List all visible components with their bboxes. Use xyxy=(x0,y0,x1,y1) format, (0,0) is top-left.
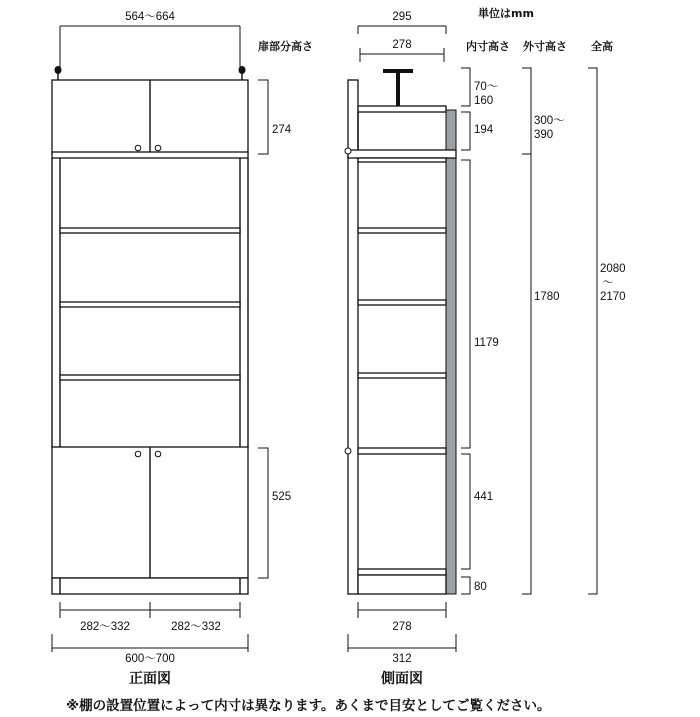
dim-bracket-outer-upper xyxy=(522,68,531,154)
lower-door-height-label: 525 xyxy=(272,491,292,503)
dim-bracket-ceiling-gap xyxy=(461,68,470,106)
total-height-label-2: 〜 xyxy=(602,277,614,289)
front-top-width-label: 564〜664 xyxy=(125,11,175,23)
side-total-depth-label: 312 xyxy=(392,653,412,665)
door-knob-icon xyxy=(135,451,141,457)
header-outer-height: 外寸高さ xyxy=(523,40,567,53)
side-view-caption: 側面図 xyxy=(381,671,423,687)
side-shelf xyxy=(358,228,446,233)
dim-bracket-plinth xyxy=(461,577,470,594)
side-top-inner-depth-label: 278 xyxy=(392,39,412,51)
side-back-panel xyxy=(446,110,456,594)
middle-inner-label: 1179 xyxy=(474,337,499,349)
door-width-left-label: 282〜332 xyxy=(80,621,130,633)
front-shelf xyxy=(60,302,240,307)
side-top-outer-depth-label: 295 xyxy=(392,11,412,23)
side-shelf xyxy=(358,300,446,305)
footnote: ※棚の設置位置によって内寸は異なります。あくまで目安としてご覧ください。 xyxy=(66,698,551,714)
total-height-dimension xyxy=(588,68,626,594)
units-label: 単位はmm xyxy=(478,7,534,20)
door-knob-icon xyxy=(155,451,161,457)
front-shelf xyxy=(60,228,240,233)
dim-bracket-outer-lower xyxy=(522,154,531,594)
side-view xyxy=(345,11,456,687)
lower-inner-label: 441 xyxy=(474,491,494,503)
upper-inner-label: 194 xyxy=(474,124,494,136)
front-plinth xyxy=(52,578,248,594)
plinth-label: 80 xyxy=(474,581,487,593)
ceiling-adjuster-left-icon xyxy=(55,66,62,80)
door-knob-icon xyxy=(135,145,141,151)
dim-bracket-upper-inner xyxy=(461,112,470,150)
dim-bracket-middle-inner xyxy=(461,160,470,448)
outer-height-dimensions xyxy=(522,68,565,594)
dim-bracket-lower-inner xyxy=(461,454,470,569)
front-shelf xyxy=(60,375,240,380)
front-view-caption: 正面図 xyxy=(129,671,171,687)
header-total-height: 全高 xyxy=(591,40,613,53)
inner-height-dimensions xyxy=(461,68,499,594)
side-shelf xyxy=(358,373,446,378)
outer-upper-label-1: 300〜 xyxy=(534,115,565,127)
side-top-board xyxy=(358,106,446,112)
side-divider-board xyxy=(348,150,456,158)
front-total-width-label: 600〜700 xyxy=(125,653,175,665)
side-inner-board xyxy=(358,158,446,162)
ceiling-adjuster-right-icon xyxy=(239,66,246,80)
hinge-icon xyxy=(345,148,351,154)
door-knob-icon xyxy=(155,145,161,151)
header-inner-height: 内寸高さ xyxy=(466,40,510,53)
upper-door-height-label: 274 xyxy=(272,124,292,136)
front-view xyxy=(52,11,292,687)
ceiling-gap-label-1: 70〜 xyxy=(474,81,499,93)
header-door-height: 扉部分高さ xyxy=(258,40,313,53)
outer-upper-label-2: 390 xyxy=(534,129,554,141)
ceiling-support-icon xyxy=(383,69,413,106)
dim-bracket-upper-door xyxy=(258,80,268,154)
ceiling-gap-label-2: 160 xyxy=(474,95,494,107)
total-height-label-3: 2170 xyxy=(600,291,626,303)
side-lower-top-board xyxy=(358,448,446,454)
outer-lower-label: 1780 xyxy=(534,291,560,303)
side-bottom-board xyxy=(358,569,446,575)
side-plinth xyxy=(358,575,446,594)
door-width-right-label: 282〜332 xyxy=(171,621,221,633)
side-bottom-inner-depth-label: 278 xyxy=(392,621,412,633)
front-divider-board xyxy=(52,152,248,158)
dim-bracket-lower-door xyxy=(258,448,268,578)
hinge-icon xyxy=(345,448,351,454)
dim-bracket-total-height xyxy=(588,68,597,594)
total-height-label-1: 2080 xyxy=(600,263,626,275)
